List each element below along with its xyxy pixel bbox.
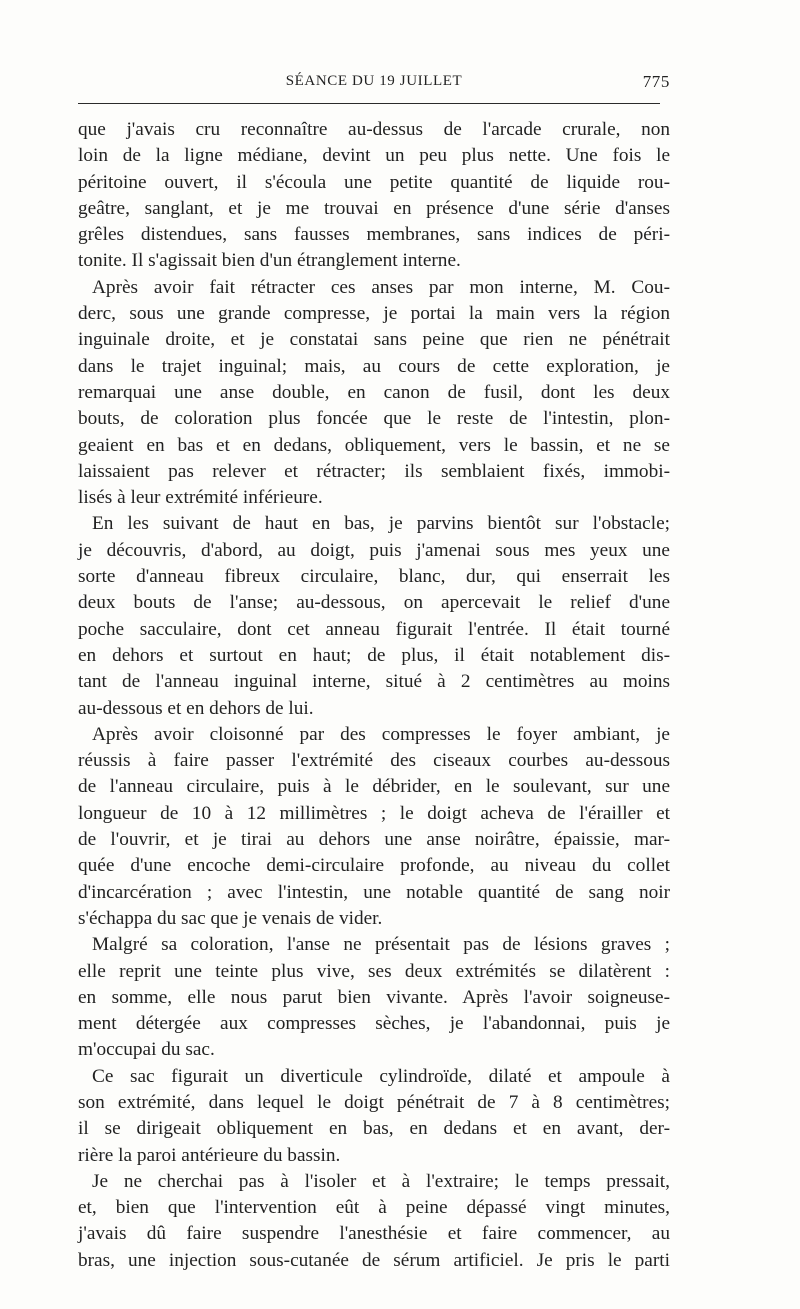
- text-line: tonite. Il s'agissait bien d'un étranglement interne.: [78, 250, 461, 272]
- text-line: s'échappa du sac que je venais de vider.: [78, 907, 383, 929]
- page-number: 775: [642, 72, 670, 91]
- text-line: de l'ouvrir, et je tirai au dehors une anse noirâtre, épaissie, mar-: [78, 829, 670, 851]
- body-text: [78, 117, 670, 1274]
- text-line: j'avais dû faire suspendre l'anesthésie et faire commencer, au: [78, 1223, 670, 1245]
- text-line: réussis à faire passer l'extrémité des ciseaux courbes au-dessous: [78, 750, 670, 772]
- text-line: poche sacculaire, dont cet anneau figurait l'entrée. Il était tourné: [78, 618, 670, 640]
- text-line: grêles distendues, sans fausses membranes, sans indices de péri-: [78, 224, 670, 246]
- text-line: que j'avais cru reconnaître au-dessus de l'arcade crurale, non: [78, 119, 670, 140]
- text-line: elle reprit une teinte plus vive, ses deux extrémités se dilatèrent :: [78, 960, 670, 982]
- text-line: loin de la ligne médiane, devint un peu plus nette. Une fois le: [78, 145, 670, 167]
- text-line: il se dirigeait obliquement en bas, en dedans et en avant, der-: [78, 1118, 670, 1140]
- text-line: sorte d'anneau fibreux circulaire, blanc, dur, qui enserrait les: [78, 566, 670, 588]
- text-line: derc, sous une grande compresse, je portai la main vers la région: [78, 303, 670, 325]
- text-line: rière la paroi antérieure du bassin.: [78, 1144, 341, 1166]
- running-title: SÉANCE DU 19 JUILLET: [285, 73, 463, 89]
- text-line: bras, une injection sous-cutanée de sérum artificiel. Je pris le parti: [78, 1249, 670, 1271]
- text-line: lisés à leur extrémité inférieure.: [78, 487, 323, 509]
- text-line: Je ne cherchai pas à l'isoler et à l'extraire; le temps pressait,: [92, 1170, 670, 1192]
- text-line: Après avoir cloisonné par des compresses le foyer ambiant, je: [92, 723, 670, 745]
- text-line: Malgré sa coloration, l'anse ne présentait pas de lésions graves ;: [92, 934, 670, 956]
- text-line: geâtre, sanglant, et je me trouvai en présence d'une série d'anses: [78, 197, 670, 219]
- text-line: je découvris, d'abord, au doigt, puis j'amenai sous mes yeux une: [78, 539, 670, 561]
- text-line: et, bien que l'intervention eût à peine dépassé vingt minutes,: [78, 1197, 670, 1219]
- text-line: au-dessous et en dehors de lui.: [78, 697, 314, 719]
- text-line: ment détergée aux compresses sèches, je l'abandonnai, puis je: [78, 1013, 670, 1035]
- text-line: dans le trajet inguinal; mais, au cours de cette exploration, je: [78, 355, 670, 377]
- text-line: m'occupai du sac.: [78, 1039, 215, 1061]
- text-line: inguinale droite, et je constatai sans peine que rien ne pénétrait: [78, 329, 670, 351]
- text-line: quée d'une encoche demi-circulaire profonde, au niveau du collet: [78, 855, 670, 877]
- text-line: en dehors et surtout en haut; de plus, il était notablement dis-: [78, 644, 670, 666]
- text-line: deux bouts de l'anse; au-dessous, on apercevait le relief d'une: [78, 592, 670, 614]
- text-line: laissaient pas relever et rétracter; ils semblaient fixés, immobi-: [78, 460, 670, 482]
- text-line: d'incarcération ; avec l'intestin, une notable quantité de sang noir: [78, 881, 670, 903]
- text-line: En les suivant de haut en bas, je parvins bientôt sur l'obstacle;: [92, 513, 670, 535]
- text-line: geaient en bas et en dedans, obliquement, vers le bassin, et ne se: [78, 434, 670, 456]
- header-rule: [78, 103, 660, 104]
- text-line: Après avoir fait rétracter ces anses par mon interne, M. Cou-: [92, 276, 670, 298]
- text-line: longueur de 10 à 12 millimètres ; le doigt acheva de l'érailler et: [78, 802, 670, 824]
- running-header: [78, 70, 670, 96]
- text-line: en somme, elle nous parut bien vivante. Après l'avoir soigneuse-: [78, 986, 670, 1008]
- text-line: bouts, de coloration plus foncée que le reste de l'intestin, plon-: [78, 408, 670, 430]
- text-line: tant de l'anneau inguinal interne, situé à 2 centimètres au moins: [78, 671, 670, 693]
- text-line: remarquai une anse double, en canon de fusil, dont les deux: [78, 381, 670, 403]
- text-line: son extrémité, dans lequel le doigt pénétrait de 7 à 8 centimètres;: [78, 1091, 670, 1113]
- text-line: Ce sac figurait un diverticule cylindroïde, dilaté et ampoule à: [92, 1065, 670, 1087]
- text-line: péritoine ouvert, il s'écoula une petite quantité de liquide rou-: [78, 171, 670, 193]
- text-line: de l'anneau circulaire, puis à le débrider, en le soulevant, sur une: [78, 776, 670, 798]
